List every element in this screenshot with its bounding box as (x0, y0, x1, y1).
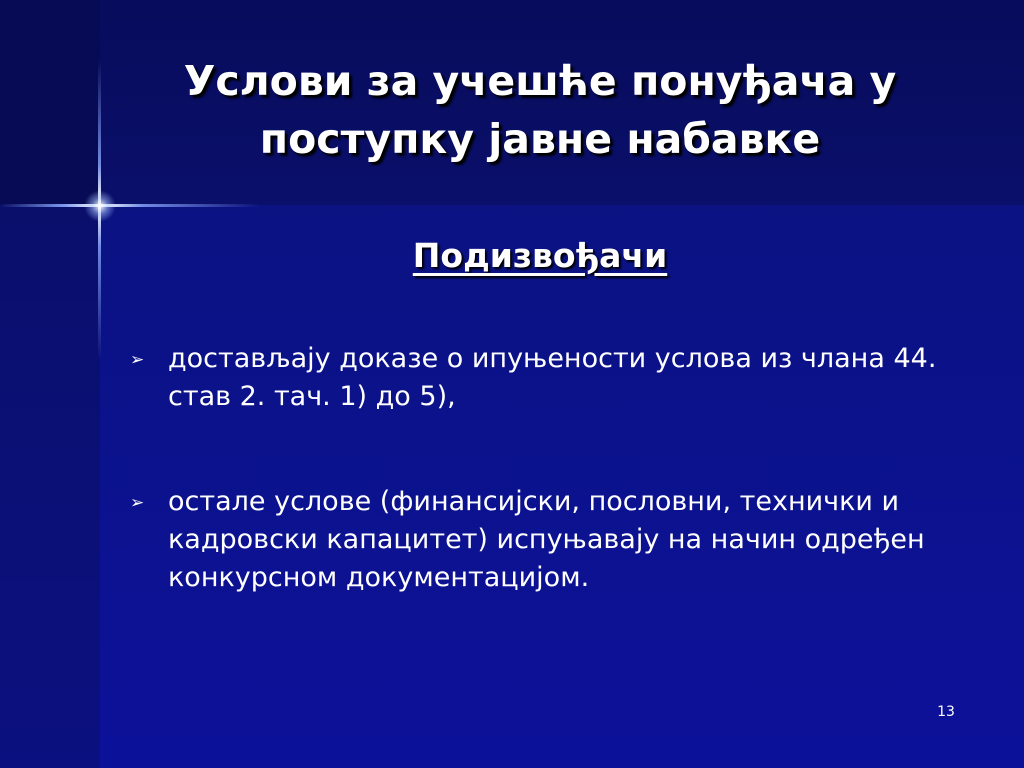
sparkle-star-icon (84, 190, 116, 222)
page-number: 13 (937, 704, 955, 720)
left-column (0, 205, 100, 768)
slide-subtitle: Подизвођачи (412, 236, 668, 275)
slide-title: Услови за учешће понуђача у поступку јавне набавке (183, 57, 897, 163)
left-column-top (0, 0, 100, 205)
arrow-bullet-icon: ➢ (130, 493, 145, 513)
bullet-item (130, 340, 960, 416)
bullet-item (130, 483, 960, 597)
arrow-bullet-icon: ➢ (130, 350, 145, 370)
bullet-text: достављају доказе о ипуњености услова из члана 44. став 2. тач. 1) до 5), (168, 343, 937, 412)
sparkle-horizontal-line (0, 204, 260, 207)
bullet-text: остале услове (финансијски, пословни, технички и кадровски капацитет) испуњавају на начин одређен конкурсном документацијом. (168, 486, 925, 593)
bullet-list (130, 340, 960, 597)
